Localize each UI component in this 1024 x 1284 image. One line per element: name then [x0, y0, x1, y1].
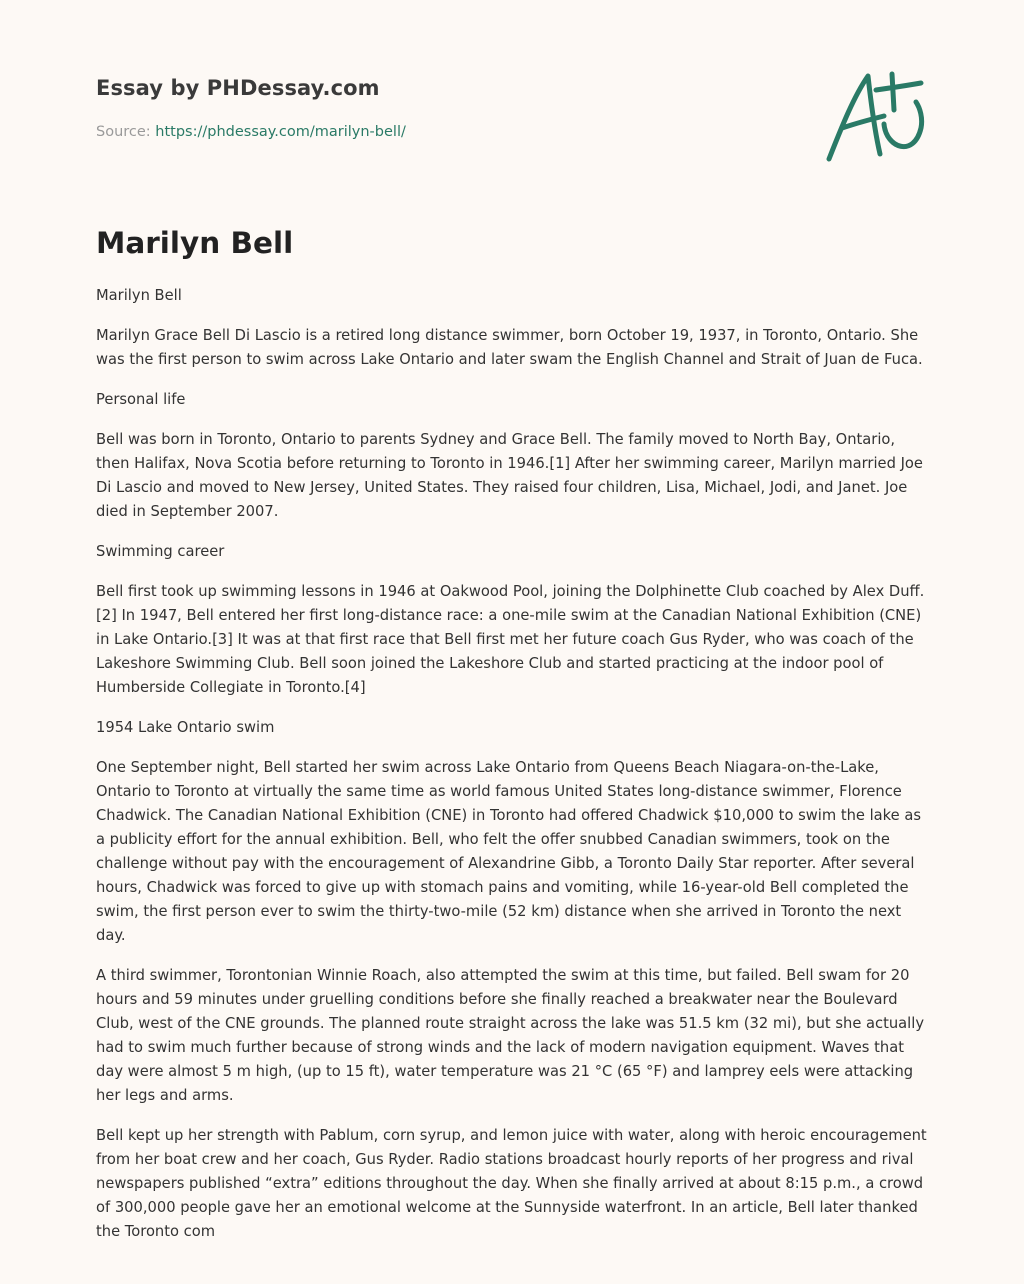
paragraph-heading: Swimming career	[96, 543, 225, 560]
paragraph-heading: Personal life	[96, 391, 186, 408]
paragraph: Bell first took up swimming lessons in 1946 at Oakwood Pool, joining the Dolphinette Club coached by Alex Duff.[2] In 1947, Bell entered her first long-distance race: a one-mile swim at the Canadian National Exhibition (CNE) in Lake Ontario.[3] It was at that first race that Bell first met her future coach Gus Ryder, who was coach of the Lakeshore Swimming Club. Bell soon joined the Lakeshore Club and started practicing at the indoor pool of Humberside Collegiate in Toronto.[4]	[96, 583, 925, 696]
a-plus-logo-icon	[824, 66, 928, 166]
source-label: Source:	[96, 124, 151, 140]
paragraph-section-title: Marilyn Bell	[96, 287, 182, 304]
brand-title: Essay by PHDessay.com	[96, 76, 380, 100]
paragraph: Marilyn Grace Bell Di Lascio is a retired long distance swimmer, born October 19, 1937, in Toronto, Ontario. She was the first person to swim across Lake Ontario and later swam the English Channel and Strait of Juan de Fuca.	[96, 327, 923, 368]
paragraph: A third swimmer, Torontonian Winnie Roach, also attempted the swim at this time, but failed. Bell swam for 20 hours and 59 minutes under gruelling conditions before she finally reached a breakwater near the Boulevard Club, west of the CNE grounds. The planned route straight across the lake was 51.5 km (32 mi), but she actually had to swim much further because of strong winds and the lack of modern navigation equipment. Waves that day were almost 5 m high, (up to 15 ft), water temperature was 21 °C (65 °F) and lamprey eels were attacking her legs and arms.	[96, 967, 925, 1104]
paragraph: Bell was born in Toronto, Ontario to parents Sydney and Grace Bell. The family moved to North Bay, Ontario, then Halifax, Nova Scotia before returning to Toronto in 1946.[1] After her swimming career, Marilyn married Joe Di Lascio and moved to New Jersey, United States. They raised four children, Lisa, Michael, Jodi, and Janet. Joe died in September 2007.	[96, 431, 923, 520]
logo-plus-vertical	[892, 74, 894, 110]
paragraph: One September night, Bell started her swim across Lake Ontario from Queens Beach Niagara-on-the-Lake, Ontario to Toronto at virtually the same time as world famous United States long-distance swimmer, Florence Chadwick. The Canadian National Exhibition (CNE) in Toronto had offered Chadwick $10,000 to swim the lake as a publicity effort for the annual exhibition. Bell, who felt the offer snubbed Canadian swimmers, took on the challenge without pay with the encouragement of Alexandrine Gibb, a Toronto Daily Star reporter. After several hours, Chadwick was forced to give up with stomach pains and vomiting, while 16-year-old Bell completed the swim, the first person ever to swim the thirty-two-mile (52 km) distance when she arrived in Toronto the next day.	[96, 759, 922, 944]
paragraph-heading: 1954 Lake Ontario swim	[96, 719, 275, 736]
source-link[interactable]: https://phdessay.com/marilyn-bell/	[155, 124, 406, 140]
logo-plus-horizontal	[876, 83, 921, 90]
essay-body	[96, 284, 928, 1260]
paragraph: Bell kept up her strength with Pablum, corn syrup, and lemon juice with water, along with heroic encouragement from her boat crew and her coach, Gus Ryder. Radio stations broadcast hourly reports of her progress and rival newspapers published “extra” editions throughout the day. When she finally arrived at about 8:15 p.m., a crowd of 300,000 people gave her an emotional welcome at the Sunnyside waterfront. In an article, Bell later thanked the Toronto com	[96, 1127, 927, 1240]
logo-smile-curve	[884, 102, 922, 147]
essay-title: Marilyn Bell	[96, 226, 294, 260]
source-line	[96, 124, 406, 140]
